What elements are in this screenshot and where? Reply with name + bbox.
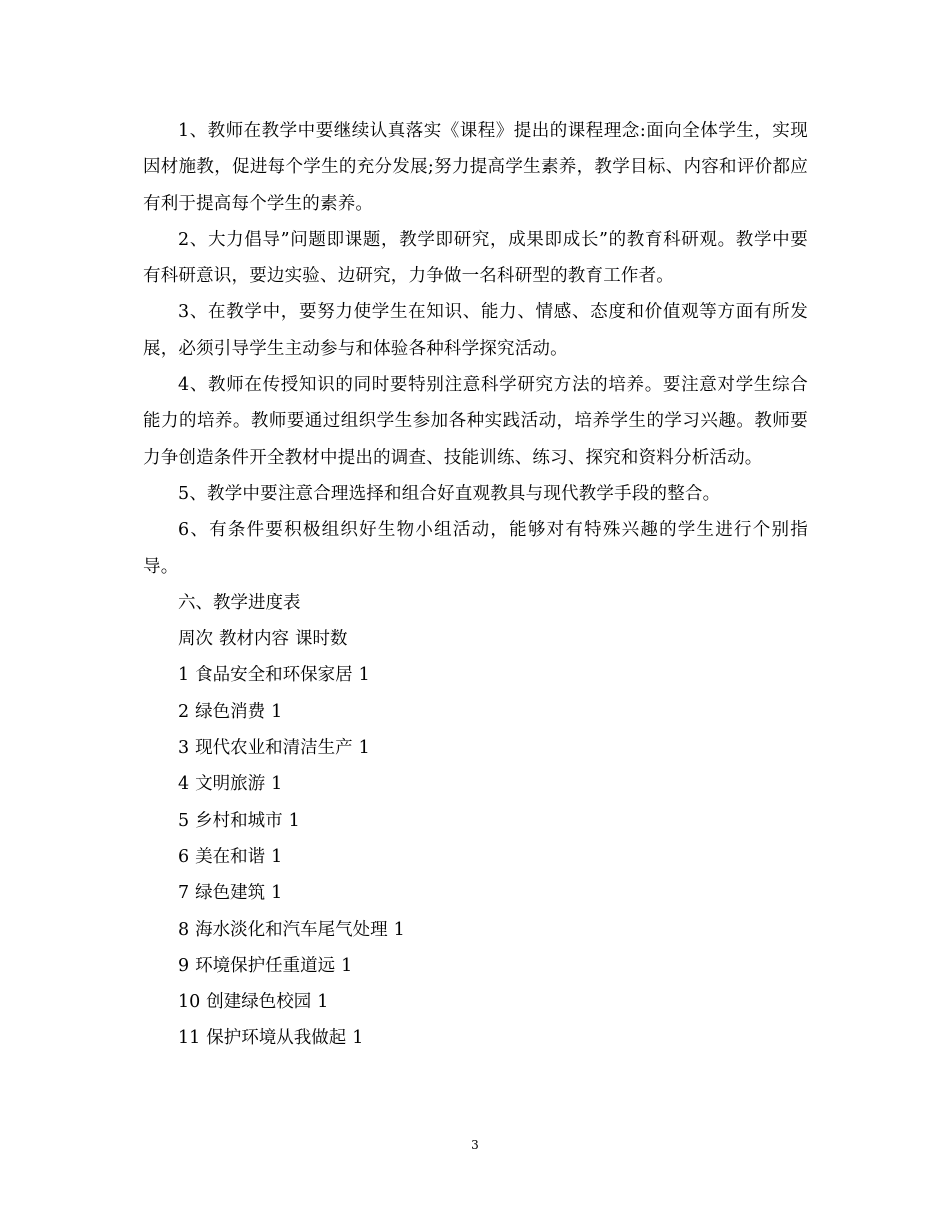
row-content: 现代农业和清洁生产 xyxy=(195,738,353,759)
schedule-header-row xyxy=(143,621,808,657)
row-hours: 1 xyxy=(341,955,353,976)
row-hours: 1 xyxy=(271,883,283,904)
row-content: 海水淡化和汽车尾气处理 xyxy=(195,919,388,940)
schedule-row xyxy=(143,730,808,766)
row-week: 3 xyxy=(178,738,190,759)
row-week: 4 xyxy=(178,774,190,795)
row-hours: 1 xyxy=(358,665,370,686)
schedule-rows xyxy=(143,657,808,1056)
row-hours: 1 xyxy=(352,1028,364,1049)
row-hours: 1 xyxy=(271,701,283,722)
row-week: 6 xyxy=(178,846,190,867)
schedule-row xyxy=(143,803,808,839)
row-week: 10 xyxy=(178,992,201,1013)
row-content: 乡村和城市 xyxy=(195,810,283,831)
paragraph-item-5: 5、教学中要注意合理选择和组合好直观教具与现代教学手段的整合。 xyxy=(178,483,721,504)
row-week: 8 xyxy=(178,919,190,940)
row-content: 文明旅游 xyxy=(195,774,266,795)
paragraph-item-2: 2、大力倡导”问题即课题，教学即研究，成果即成长”的教育科研观。教学中要有科研意识，要边实验、边研究，力争做一名科研型的教育工作者。 xyxy=(143,229,808,287)
paragraph-item-4: 4、教师在传授知识的同时要特别注意科学研究方法的培养。要注意对学生综合能力的培养。教师要通过组织学生参加各种实践活动，培养学生的学习兴趣。教师要力争创造条件开全教材中提出的调查、技能训练、练习、探究和资料分析活动。 xyxy=(143,375,808,468)
row-content: 食品安全和环保家居 xyxy=(195,665,353,686)
row-hours: 1 xyxy=(393,919,405,940)
document-body xyxy=(143,113,808,1057)
schedule-row xyxy=(143,657,808,693)
row-week: 2 xyxy=(178,701,190,722)
row-week: 7 xyxy=(178,883,190,904)
row-content: 绿色消费 xyxy=(195,701,266,722)
row-content: 创建绿色校园 xyxy=(206,992,312,1013)
schedule-row xyxy=(143,694,808,730)
schedule-row xyxy=(143,839,808,875)
column-header-week: 周次 xyxy=(178,629,213,650)
column-header-content: 教材内容 xyxy=(219,629,289,650)
page-number: 3 xyxy=(471,1138,479,1152)
column-header-hours: 课时数 xyxy=(295,629,348,650)
row-content: 美在和谐 xyxy=(195,846,266,867)
row-week: 1 xyxy=(178,665,190,686)
schedule-row xyxy=(143,984,808,1020)
row-week: 11 xyxy=(178,1028,201,1049)
schedule-row xyxy=(143,766,808,802)
schedule-row xyxy=(143,948,808,984)
row-content: 绿色建筑 xyxy=(195,883,266,904)
row-hours: 1 xyxy=(317,992,329,1013)
row-content: 环境保护任重道远 xyxy=(195,955,336,976)
paragraph-item-6: 6、有条件要积极组织好生物小组活动，能够对有特殊兴趣的学生进行个别指导。 xyxy=(143,520,808,577)
paragraph-item-3: 3、在教学中，要努力使学生在知识、能力、情感、态度和价值观等方面有所发展，必须引导学生主动参与和体验各种科学探究活动。 xyxy=(143,302,808,359)
row-hours: 1 xyxy=(288,810,300,831)
schedule-row xyxy=(143,912,808,948)
schedule-row xyxy=(143,875,808,911)
row-week: 5 xyxy=(178,810,190,831)
row-week: 9 xyxy=(178,955,190,976)
row-hours: 1 xyxy=(358,738,370,759)
schedule-heading: 六、教学进度表 xyxy=(178,592,301,613)
row-content: 保护环境从我做起 xyxy=(206,1028,347,1049)
schedule-row xyxy=(143,1020,808,1056)
row-hours: 1 xyxy=(271,846,283,867)
paragraph-item-1: 1、教师在教学中要继续认真落实《课程》提出的课程理念:面向全体学生，实现因材施教，促进每个学生的充分发展;努力提高学生素养，教学目标、内容和评价都应有利于提高每个学生的素养。 xyxy=(143,121,808,214)
row-hours: 1 xyxy=(271,774,283,795)
